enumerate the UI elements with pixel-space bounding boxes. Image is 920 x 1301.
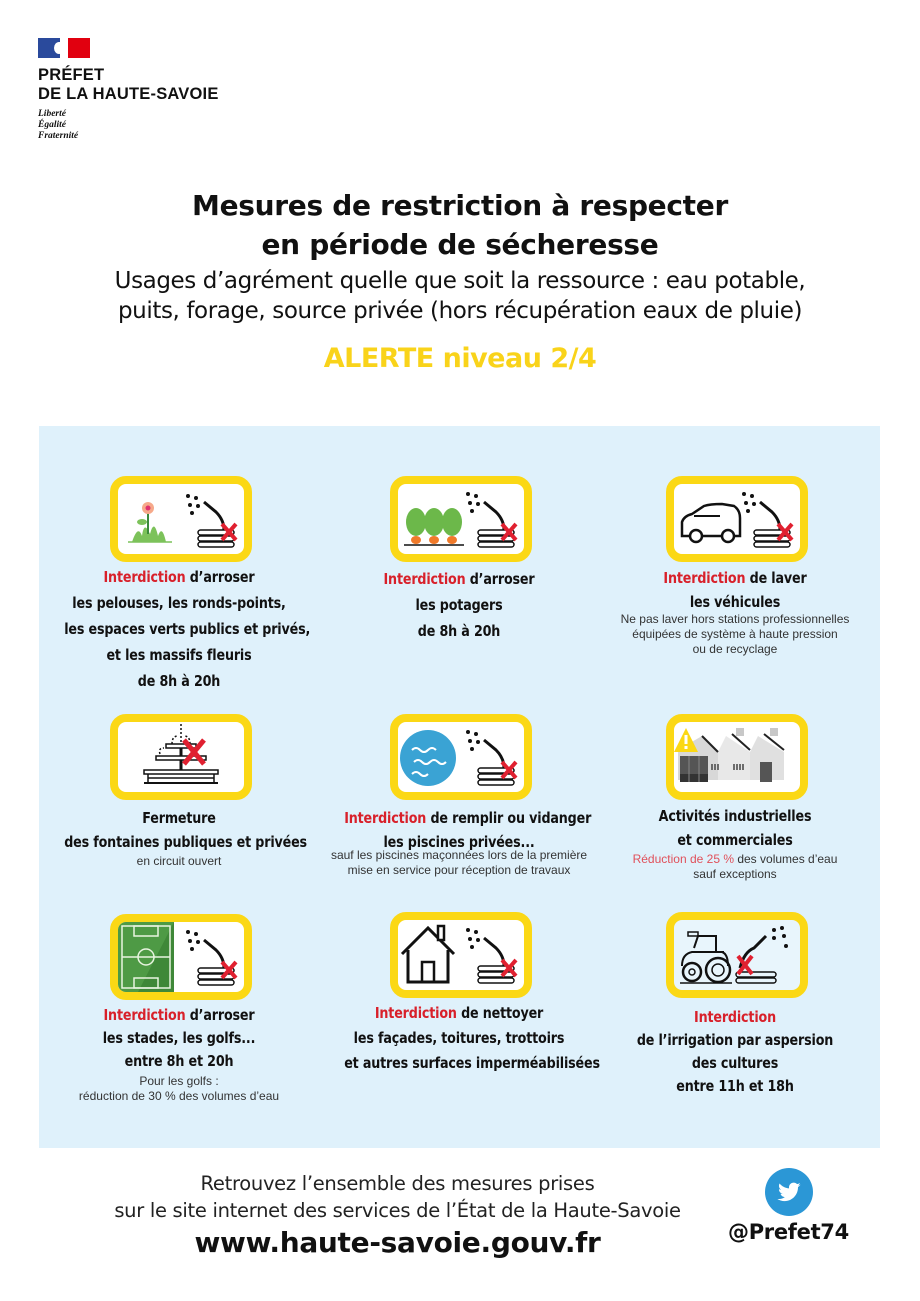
measure-line: d’arroser (185, 1006, 255, 1024)
stadium-hose-icon (110, 914, 252, 1000)
measure-line: des fontaines publiques et privées (64, 833, 307, 851)
marianne-flag-icon (38, 38, 90, 58)
measure-card-vehicles (595, 426, 875, 696)
subtitle (0, 266, 920, 326)
measure-text (64, 564, 311, 694)
measure-card-fountains (39, 696, 319, 896)
flower-lawn-hose-icon (110, 476, 252, 562)
interdiction-label: Interdiction (694, 1008, 776, 1026)
measure-line: et autres surfaces imperméabilisées (344, 1054, 600, 1072)
note-line: ou de recyclage (692, 642, 778, 656)
measure-line: de 8h à 20h (417, 622, 501, 640)
prefecture-logo (38, 38, 219, 142)
measure-line: les véhicules (689, 593, 781, 611)
measure-card-industry (595, 696, 875, 896)
note-line: Ne pas laver hors stations professionnelles (620, 612, 850, 626)
measure-line: d’arroser (465, 570, 535, 588)
measure-line: les piscines privées... (383, 833, 535, 851)
measure-note (39, 1074, 319, 1104)
measure-card-facades (319, 896, 599, 1146)
note-line: sauf les piscines maçonnées lors de la première (330, 848, 588, 862)
motto-liberte: Liberté (38, 109, 66, 119)
measure-line: de nettoyer (456, 1004, 544, 1022)
measures-panel (39, 426, 880, 1148)
measure-text (620, 1006, 850, 1098)
measure-card-stadiums (39, 896, 319, 1146)
measure-line: Activités industrielles (658, 807, 812, 825)
measure-card-pools (319, 696, 599, 896)
vegetable-garden-hose-icon (390, 476, 532, 562)
interdiction-label: Interdiction (103, 568, 186, 586)
measure-line: et commerciales (677, 831, 793, 849)
measure-line: de 8h à 20h (137, 672, 221, 690)
subtitle-line2: puits, forage, source privée (hors récupération eaux de pluie) (117, 298, 803, 324)
measure-note (39, 854, 319, 869)
footer-line2: sur le site internet des services de l’État de la Haute-Savoie (114, 1199, 681, 1222)
measure-line: de laver (745, 569, 807, 587)
interdiction-label: Interdiction (374, 1004, 457, 1022)
measure-text (344, 566, 574, 644)
logo-title-line2: DE LA HAUTE-SAVOIE (38, 85, 219, 103)
pool-hose-icon (390, 714, 532, 800)
measure-note (595, 612, 875, 657)
measure-text (344, 1001, 600, 1076)
title-block (0, 186, 920, 376)
measure-line: les potagers (415, 596, 503, 614)
interdiction-label: Interdiction (663, 569, 746, 587)
measure-line: d’arroser (185, 568, 255, 586)
measure-line: les espaces verts publics et privés, (64, 620, 311, 638)
note-line: des volumes d’eau (734, 852, 838, 866)
note-line: en circuit ouvert (136, 854, 222, 868)
measure-text (620, 804, 850, 852)
subtitle-line1: Usages d’agrément quelle que soit la ressource : eau potable, (114, 268, 806, 294)
note-line: sauf exceptions (693, 867, 777, 881)
page-title-line2: en période de sécheresse (261, 228, 659, 261)
twitter-bird-icon[interactable] (765, 1168, 813, 1216)
interdiction-label: Interdiction (103, 1006, 186, 1024)
note-line: réduction de 30 % des volumes d’eau (78, 1089, 280, 1103)
measure-line: entre 11h et 18h (676, 1077, 794, 1095)
measure-line: des cultures (691, 1054, 779, 1072)
note-line: équipées de système à haute pression (632, 627, 838, 641)
measure-line: les pelouses, les ronds-points, (72, 594, 286, 612)
measure-line: les façades, toitures, trottoirs (353, 1029, 565, 1047)
logo-title-line1: PRÉFET (38, 66, 105, 84)
motto-egalite: Égalité (38, 120, 66, 130)
page-title-line1: Mesures de restriction à respecter (192, 189, 728, 222)
republic-motto (38, 109, 219, 142)
note-line: mise en service pour réception de travaux (347, 863, 571, 877)
reduction-label: Réduction de 25 % (632, 852, 734, 866)
interdiction-label: Interdiction (383, 570, 466, 588)
measure-line: entre 8h et 20h (124, 1052, 234, 1070)
fountain-icon (110, 714, 252, 800)
measure-text (64, 806, 307, 854)
motto-fraternite: Fraternité (38, 131, 79, 141)
footer (0, 1170, 750, 1261)
footer-line1: Retrouvez l’ensemble des mesures prises (200, 1172, 595, 1195)
measure-text (344, 806, 592, 854)
interdiction-label: Interdiction (344, 809, 427, 827)
logo-title (38, 66, 219, 104)
measure-line: les stades, les golfs... (102, 1029, 256, 1047)
measure-card-vegetable-gardens (319, 426, 599, 696)
alert-level-badge: ALERTE niveau 2/4 (323, 343, 597, 374)
measure-text (64, 1004, 294, 1073)
website-link[interactable]: www.haute-savoie.gouv.fr (194, 1226, 601, 1259)
car-wash-hose-icon (666, 476, 808, 562)
page-title (0, 186, 920, 264)
measure-line: Fermeture (142, 809, 216, 827)
house-cleaning-hose-icon (390, 912, 532, 998)
measure-note (319, 848, 599, 878)
measure-note (595, 852, 875, 882)
note-line: Pour les golfs : (139, 1074, 219, 1088)
measure-line: de remplir ou vidanger (426, 809, 592, 827)
measure-line: de l’irrigation par aspersion (636, 1031, 834, 1049)
measure-card-irrigation (595, 896, 875, 1146)
tractor-irrigation-icon (666, 912, 808, 998)
twitter-handle[interactable]: @Prefet74 (728, 1220, 849, 1244)
measure-card-lawns (39, 426, 319, 696)
factory-warning-icon (666, 714, 808, 800)
measure-line: et les massifs fleuris (106, 646, 252, 664)
measure-text (620, 566, 850, 614)
